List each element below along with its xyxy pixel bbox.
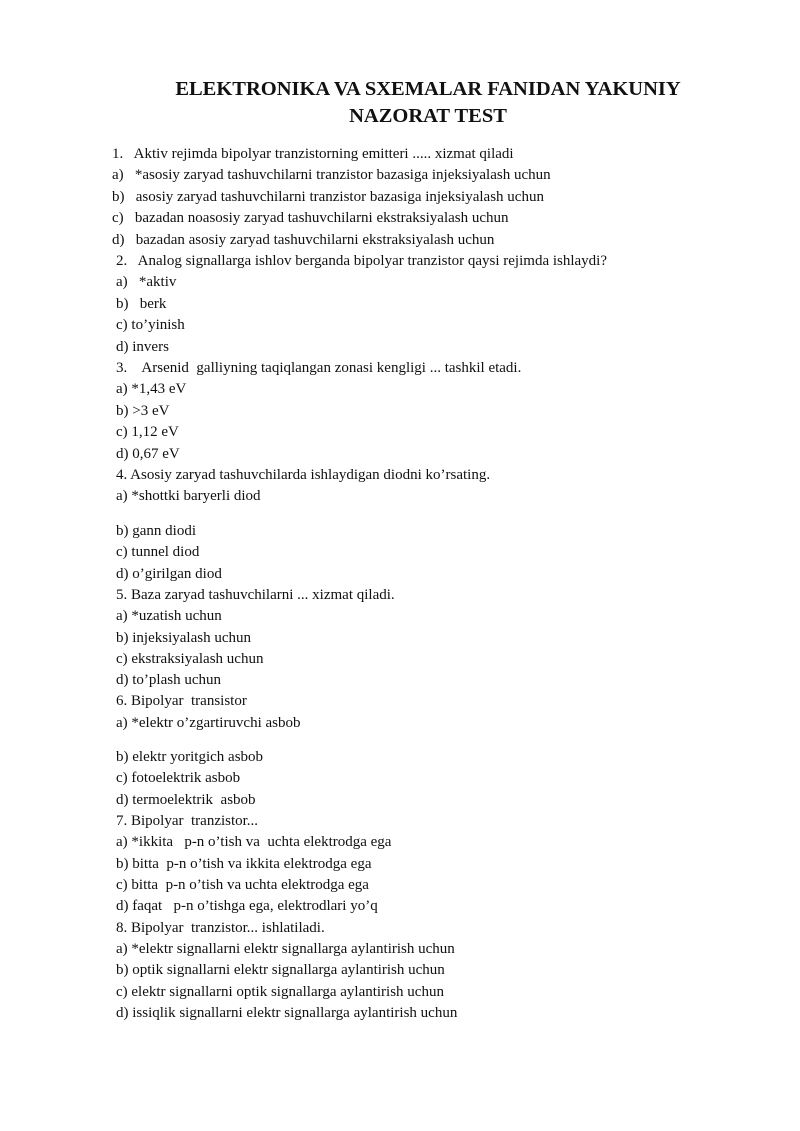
question-2-option-a: a) *aktiv: [116, 274, 177, 290]
question-5-option-b: b) injeksiyalash uchun: [116, 630, 251, 646]
question-1-option-c: c) bazadan noasosiy zaryad tashuvchilarni ekstraksiyalash uchun: [112, 210, 509, 226]
question-8-option-c: c) elektr signallarni optik signallarga aylantirish uchun: [116, 984, 444, 1000]
question-5: 5. Baza zaryad tashuvchilarni ... xizmat qiladi.: [116, 587, 395, 603]
question-6-option-c: c) fotoelektrik asbob: [116, 770, 241, 786]
question-6-option-d: d) termoelektrik asbob: [116, 792, 256, 808]
question-1-option-d: d) bazadan asosiy zaryad tashuvchilarni ekstraksiyalash uchun: [112, 232, 495, 248]
question-7-option-c: c) bitta p-n o’tish va uchta elektrodga ega: [116, 877, 369, 893]
question-5-option-a: a) *uzatish uchun: [116, 608, 222, 624]
question-2: 2. Analog signallarga ishlov berganda bipolyar tranzistor qaysi rejimda ishlaydi?: [116, 253, 608, 269]
question-4-option-c: c) tunnel diod: [116, 544, 200, 560]
question-4: 4. Asosiy zaryad tashuvchilarda ishlaydigan diodni ko’rsating.: [116, 467, 491, 483]
question-7-option-a: a) *ikkita p-n o’tish va uchta elektrodga ega: [116, 834, 392, 850]
title-line-2: NAZORAT TEST: [349, 105, 507, 127]
question-3-option-b: b) >3 eV: [116, 403, 170, 419]
question-1: 1. Aktiv rejimda bipolyar tranzistorning emitteri ..... xizmat qiladi: [112, 146, 514, 162]
question-3: 3. Arsenid galliyning taqiqlangan zonasi kengligi ... tashkil etadi.: [116, 360, 522, 376]
title-line-1: ELEKTRONIKA VA SXEMALAR FANIDAN YAKUNIY: [175, 78, 681, 100]
question-7: 7. Bipolyar tranzistor...: [116, 813, 259, 829]
question-3-option-a: a) *1,43 eV: [116, 381, 187, 397]
question-4-option-d: d) o’girilgan diod: [116, 566, 222, 582]
question-6: 6. Bipolyar transistor: [116, 693, 247, 709]
question-4-option-b: b) gann diodi: [116, 523, 196, 539]
question-7-option-d: d) faqat p-n o’tishga ega, elektrodlari yo’q: [116, 898, 378, 914]
question-2-option-b: b) berk: [116, 296, 167, 312]
question-5-option-c: c) ekstraksiyalash uchun: [116, 651, 264, 667]
question-7-option-b: b) bitta p-n o’tish va ikkita elektrodga ega: [116, 856, 372, 872]
page-title: [0, 76, 800, 130]
question-6-option-b: b) elektr yoritgich asbob: [116, 749, 264, 765]
question-3-option-d: d) 0,67 eV: [116, 446, 180, 462]
question-1-option-a: a) *asosiy zaryad tashuvchilarni tranzistor bazasiga injeksiyalash uchun: [112, 167, 551, 183]
question-5-option-d: d) to’plash uchun: [116, 672, 221, 688]
question-1-option-b: b) asosiy zaryad tashuvchilarni tranzistor bazasiga injeksiyalash uchun: [112, 189, 544, 205]
question-6-option-a: a) *elektr o’zgartiruvchi asbob: [116, 715, 301, 731]
question-4-option-a: a) *shottki baryerli diod: [116, 488, 261, 504]
question-3-option-c: c) 1,12 eV: [116, 424, 179, 440]
question-8: 8. Bipolyar tranzistor... ishlatiladi.: [116, 920, 325, 936]
question-8-option-b: b) optik signallarni elektr signallarga aylantirish uchun: [116, 962, 445, 978]
question-8-option-a: a) *elektr signallarni elektr signallarga aylantirish uchun: [116, 941, 455, 957]
question-8-option-d: d) issiqlik signallarni elektr signallarga aylantirish uchun: [116, 1005, 458, 1021]
question-2-option-d: d) invers: [116, 339, 169, 355]
question-2-option-c: c) to’yinish: [116, 317, 185, 333]
